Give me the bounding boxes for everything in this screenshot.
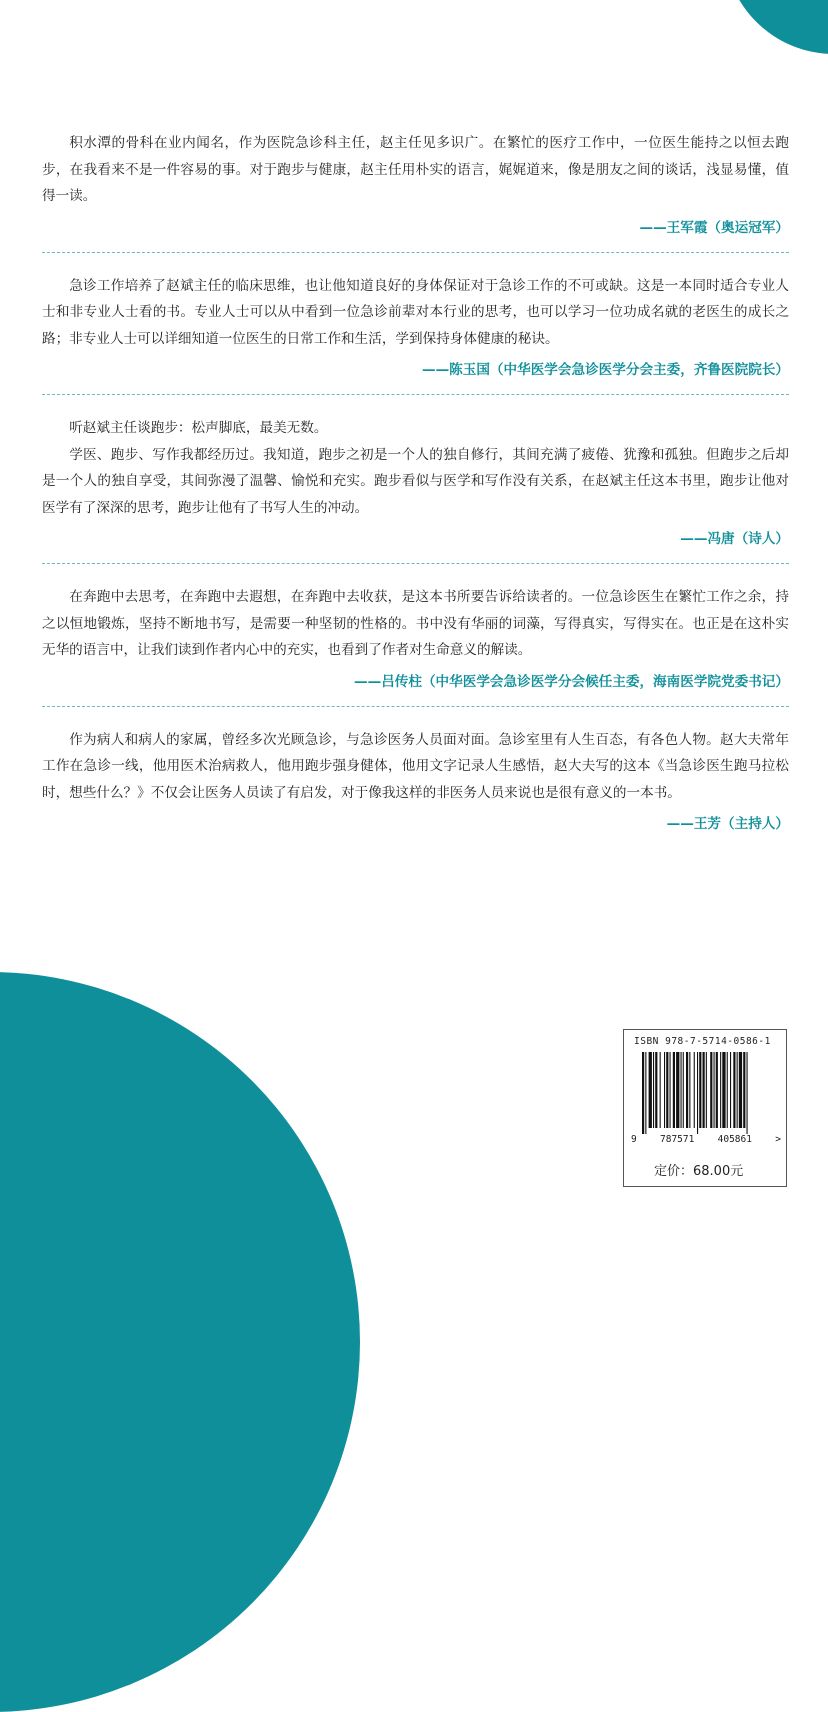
dashed-divider [42,394,789,395]
review-block [42,130,789,240]
decorative-circle-top [724,0,828,54]
barcode-digit-group: 9 [631,1134,637,1145]
price-label: 定价：68.00元 [654,1164,744,1179]
barcode-digit-group: 405861 [717,1134,752,1145]
isbn-label: ISBN 978-7-5714-0586-1 [634,1036,771,1047]
review-attribution: ——冯唐（诗人） [680,531,789,547]
review-paragraph: 积水潭的骨科在业内闻名，作为医院急诊科主任，赵主任见多识广。在繁忙的医疗工作中，一位医生能持之以恒去跑步，在我看来不是一件容易的事。对于跑步与健康，赵主任用朴实的语言，娓娓道来，像是朋友之间的谈话，浅显易懂，值得一读。 [42,135,789,204]
review-paragraph: 急诊工作培养了赵斌主任的临床思维，也让他知道良好的身体保证对于急诊工作的不可或缺。这是一本同时适合专业人士和非专业人士看的书。专业人士可以从中看到一位急诊前辈对本行业的思考，也可以学习一位功成名就的老医生的成长之路；非专业人士可以详细知道一位医生的日常工作和生活，学到保持身体健康的秘诀。 [42,277,789,347]
dashed-divider [42,252,789,253]
review-attribution: ——陈玉国（中华医学会急诊医学分会主委，齐鲁医院院长） [421,362,789,378]
barcode-image [642,1052,768,1134]
review-paragraph: 听赵斌主任谈跑步：松声脚底，最美无数。 [69,420,328,436]
barcode-digit-group: > [775,1134,781,1145]
review-block [42,727,789,837]
review-attribution: ——吕传柱（中华医学会急诊医学分会候任主委，海南医学院党委书记） [354,673,789,690]
review-paragraph: 作为病人和病人的家属，曾经多次光顾急诊，与急诊医务人员面对面。急诊室里有人生百态，有各色人物。赵大夫常年工作在急诊一线，他用医术治病救人，他用跑步强身健体，他用文字记录人生感悟，赵大夫写的这本《当急诊医生跑马拉松时，想些什么？》不仅会让医务人员读了有启发，对于像我这样的非医务人员来说也是很有意义的一本书。 [42,731,789,801]
dashed-divider [42,706,789,707]
dashed-divider [42,563,789,564]
barcode-digits [631,1134,781,1145]
reviews-section [42,130,789,836]
review-attribution: ——王军霞（奥运冠军） [639,219,789,236]
review-attribution: ——王芳（主持人） [666,816,789,832]
review-paragraph: 学医、跑步、写作我都经历过。我知道，跑步之初是一个人的独自修行，其间充满了疲倦、犹豫和孤独。但跑步之后却是一个人的独自享受，其间弥漫了温馨、愉悦和充实。跑步看似与医学和写作没有关系，在赵斌主任这本书里，跑步让他对医学有了深深的思考，跑步让他有了书写人生的冲动。 [42,446,789,516]
isbn-barcode-box [623,1029,787,1187]
decorative-circle-bottom [0,972,360,1712]
review-block [42,415,789,551]
review-block [42,273,789,383]
barcode-digit-group: 787571 [660,1134,695,1145]
review-paragraph: 在奔跑中去思考，在奔跑中去遐想，在奔跑中去收获，是这本书所要告诉给读者的。一位急诊医生在繁忙工作之余，持之以恒地锻炼，坚持不断地书写，是需要一种坚韧的性格的。书中没有华丽的词藻，写得真实，写得实在。也正是在这朴实无华的语言中，让我们读到作者内心中的充实，也看到了作者对生命意义的解读。 [42,589,789,658]
review-block [42,584,789,694]
